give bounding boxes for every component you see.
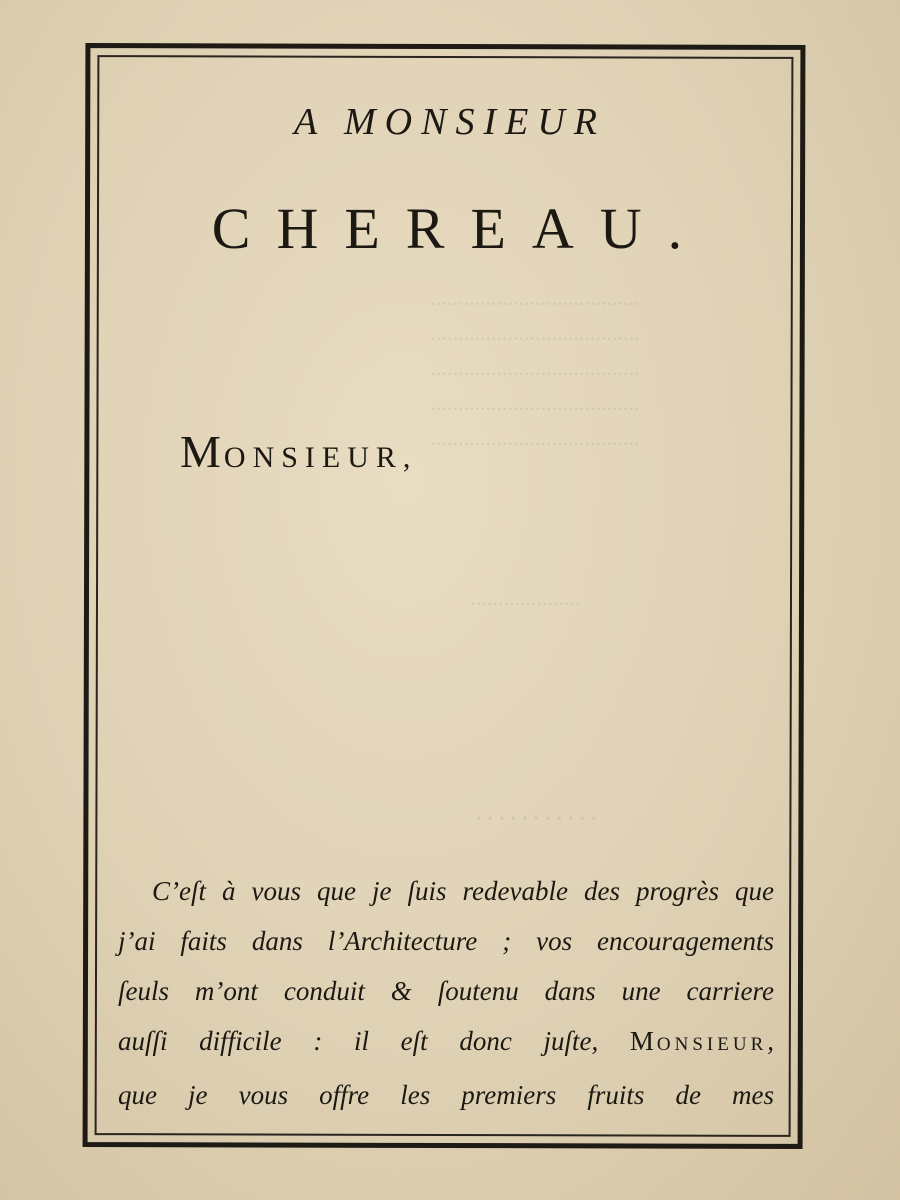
dedication-heading: A MONSIEUR [294,101,606,143]
show-through-text: ...................................... [430,425,639,450]
salutation [180,425,417,478]
show-through-text: ........... [470,800,597,825]
body-line: C’eſt à vous que je ſuis redevable des progrès que [152,876,774,906]
show-through-text: ...................................... [430,285,639,310]
body-line-punct: , [767,1026,774,1056]
inline-monsieur [630,1026,767,1056]
body-line [118,1016,774,1070]
inline-monsieur-initial: M [629,1026,657,1056]
show-through-text: ...................................... [430,355,639,380]
show-through-text: ...................................... [430,390,639,415]
show-through-text: ...................................... [430,320,639,345]
body-line: ſeuls m’ont conduit & ſoutenu dans une carriere [118,976,774,1006]
body-line: j’ai faits dans l’Architecture ; vos encouragements [118,926,774,956]
body-line: que je vous offre les premiers fruits de mes [118,1080,774,1110]
dedicatee-name: CHEREAU. [211,196,709,261]
inline-monsieur-rest: ONSIEUR [656,1034,768,1055]
salutation-initial: M [180,426,224,477]
salutation-rest: ONSIEUR, [223,441,418,474]
dedication-body [118,866,774,1120]
body-line-text: auſſi difficile : il eſt donc juſte, [118,1026,599,1056]
show-through-text: .................... [470,585,580,610]
